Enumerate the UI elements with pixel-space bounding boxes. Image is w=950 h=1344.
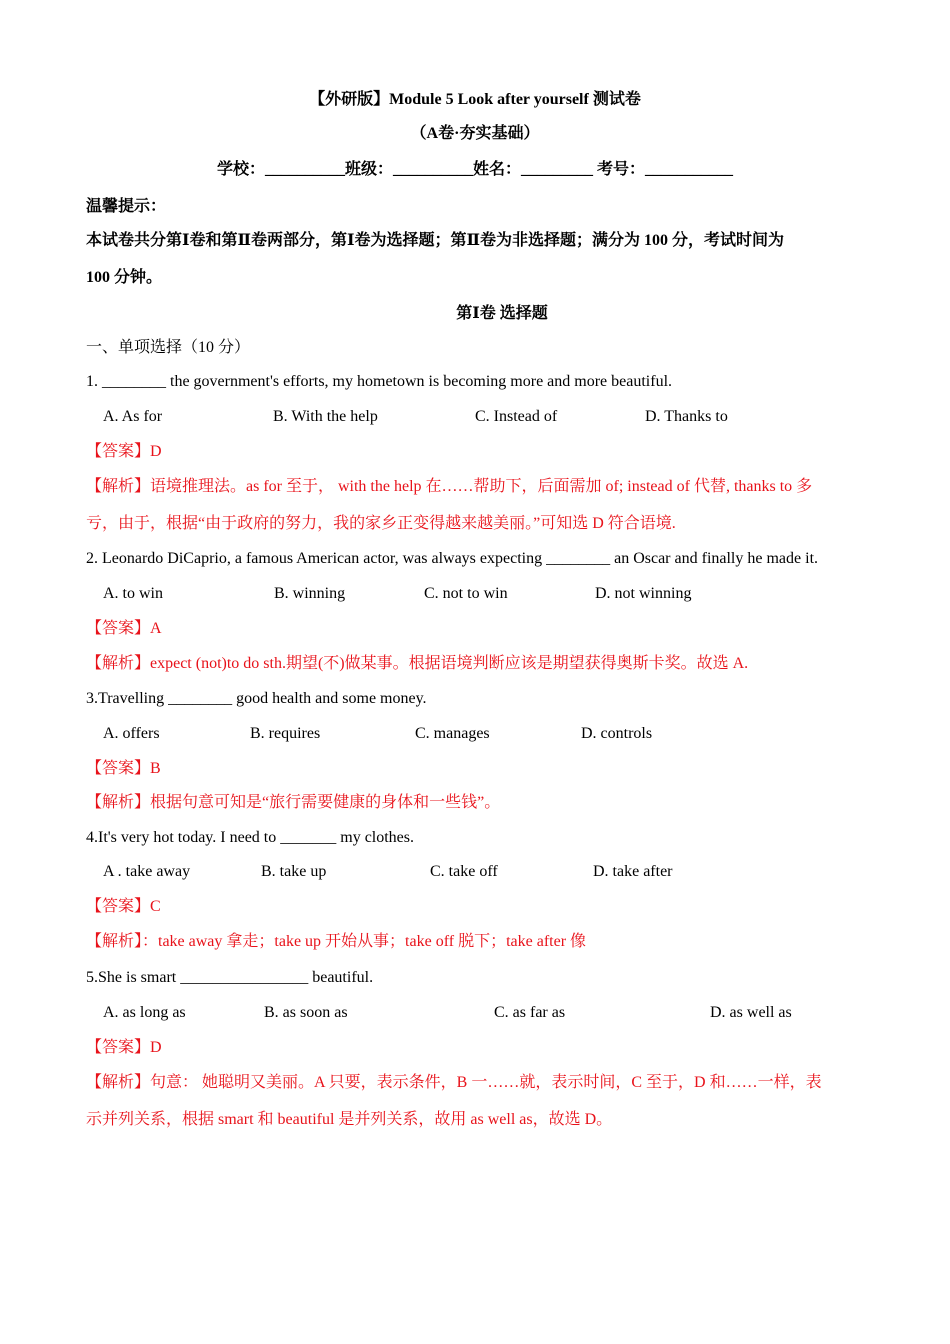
- notice-text-line-2: 100 分钟。: [86, 269, 163, 286]
- option-c: C. as far as: [494, 1004, 566, 1021]
- answer-line: 【答案】C: [86, 898, 161, 915]
- analysis-line: 【解析】：take away 拿走；take up 开始从事；take off 脱下；take after 像: [86, 933, 587, 950]
- answer-line: 【答案】B: [86, 760, 161, 777]
- page-subtitle: （A卷·夯实基础）: [410, 125, 540, 142]
- notice-heading: 温馨提示：: [86, 198, 167, 215]
- question-stem: 3.Travelling ________ good health and some money.: [86, 690, 427, 707]
- option-d: D. as well as: [710, 1004, 792, 1021]
- option-c: C. manages: [415, 725, 490, 742]
- question-stem: 5.She is smart ________________ beautiful.: [86, 969, 374, 986]
- option-a: A. as long as: [103, 1004, 186, 1021]
- option-d: D. take after: [593, 863, 673, 880]
- option-d: D. not winning: [595, 585, 692, 602]
- answer-line: 【答案】D: [86, 1039, 162, 1056]
- option-c: C. take off: [430, 863, 498, 880]
- page-title: 【外研版】Module 5 Look after yourself 测试卷: [309, 91, 641, 108]
- option-b: B. as soon as: [264, 1004, 348, 1021]
- question-stem: 2. Leonardo DiCaprio, a famous American actor, was always expecting ________ an Oscar and finally he made it.: [86, 550, 819, 567]
- option-d: D. Thanks to: [645, 408, 728, 425]
- analysis-line: 示并列关系，根据 smart 和 beautiful 是并列关系，故用 as well as，故选 D。: [86, 1111, 613, 1128]
- analysis-line: 【解析】语境推理法。as for 至于， with the help 在……帮助下，后面需加 of; instead of 代替, thanks to 多: [86, 478, 813, 495]
- analysis-line: 【解析】句意： 她聪明又美丽。A 只要，表示条件，B 一……就，表示时间，C 至于，D 和……一样，表: [86, 1074, 822, 1091]
- option-a: A. to win: [103, 585, 163, 602]
- option-c: C. Instead of: [475, 408, 558, 425]
- option-c: C. not to win: [424, 585, 508, 602]
- notice-text-line-1: 本试卷共分第Ⅰ卷和第Ⅱ卷两部分，第Ⅰ卷为选择题；第Ⅱ卷为非选择题；满分为 100 分，考试时间为: [86, 232, 784, 249]
- part-title: 一、单项选择（10 分）: [86, 339, 251, 356]
- question-stem: 1. ________ the government's efforts, my hometown is becoming more and more beautiful.: [86, 373, 673, 390]
- option-a: A. As for: [103, 408, 163, 425]
- option-b: B. requires: [250, 725, 321, 742]
- analysis-line: 【解析】根据句意可知是“旅行需要健康的身体和一些钱”。: [86, 794, 501, 811]
- section-title: 第Ⅰ卷 选择题: [456, 305, 548, 322]
- option-d: D. controls: [581, 725, 653, 742]
- option-a: A . take away: [103, 863, 191, 880]
- analysis-line: 【解析】expect (not)to do sth.期望(不)做某事。根据语境判断应该是期望获得奥斯卡奖。故选 A.: [86, 655, 749, 672]
- option-b: B. With the help: [273, 408, 378, 425]
- answer-line: 【答案】D: [86, 443, 162, 460]
- option-b: B. winning: [274, 585, 346, 602]
- question-stem: 4.It's very hot today. I need to _______ my clothes.: [86, 829, 415, 846]
- option-a: A. offers: [103, 725, 160, 742]
- option-b: B. take up: [261, 863, 327, 880]
- student-info-line: 学校：__________班级：__________姓名：_________ 考号：___________: [216, 161, 733, 178]
- analysis-line: 亏，由于，根据“由于政府的努力，我的家乡正变得越来越美丽。”可知选 D 符合语境.: [86, 515, 676, 532]
- answer-line: 【答案】A: [86, 620, 162, 637]
